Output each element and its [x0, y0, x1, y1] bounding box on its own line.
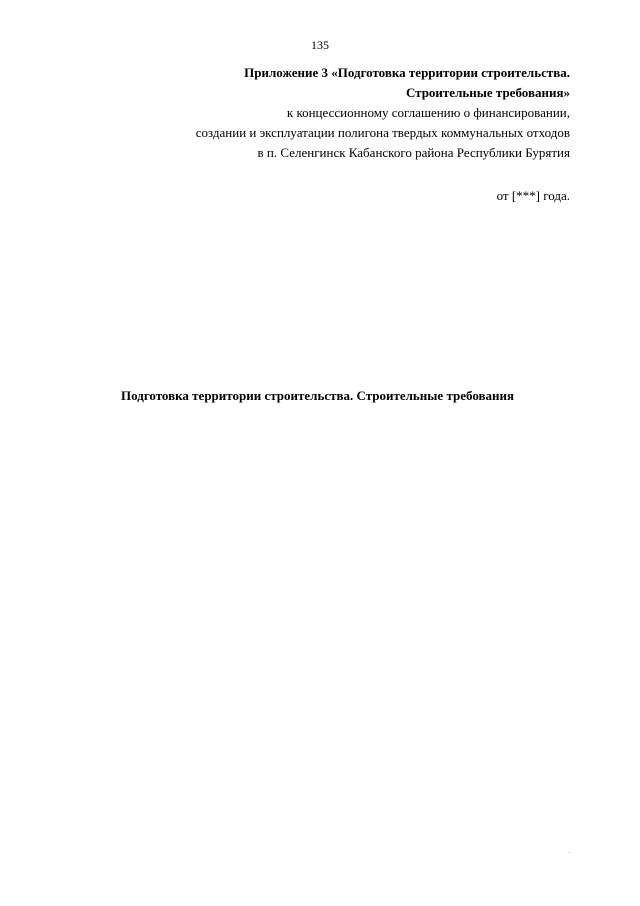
annex-subtitle-line-3: в п. Селенгинск Кабанского района Республики Бурятия [257, 145, 570, 160]
annex-subtitle-line-2: создании и эксплуатации полигона твердых коммунальных отходов [195, 125, 570, 140]
section-heading: Подготовка территории строительства. Строительные требования [121, 388, 515, 403]
annex-subtitle-line-1: к концессионному соглашению о финансировании, [286, 105, 570, 120]
page-number: 135 [311, 38, 329, 52]
scan-speck [569, 852, 570, 853]
annex-date: от [***] года. [496, 188, 570, 203]
annex-title-line-2: Строительные требования» [405, 85, 570, 100]
annex-header [90, 63, 570, 163]
annex-title-line-1: Приложение 3 «Подготовка территории строительства. [244, 65, 570, 80]
